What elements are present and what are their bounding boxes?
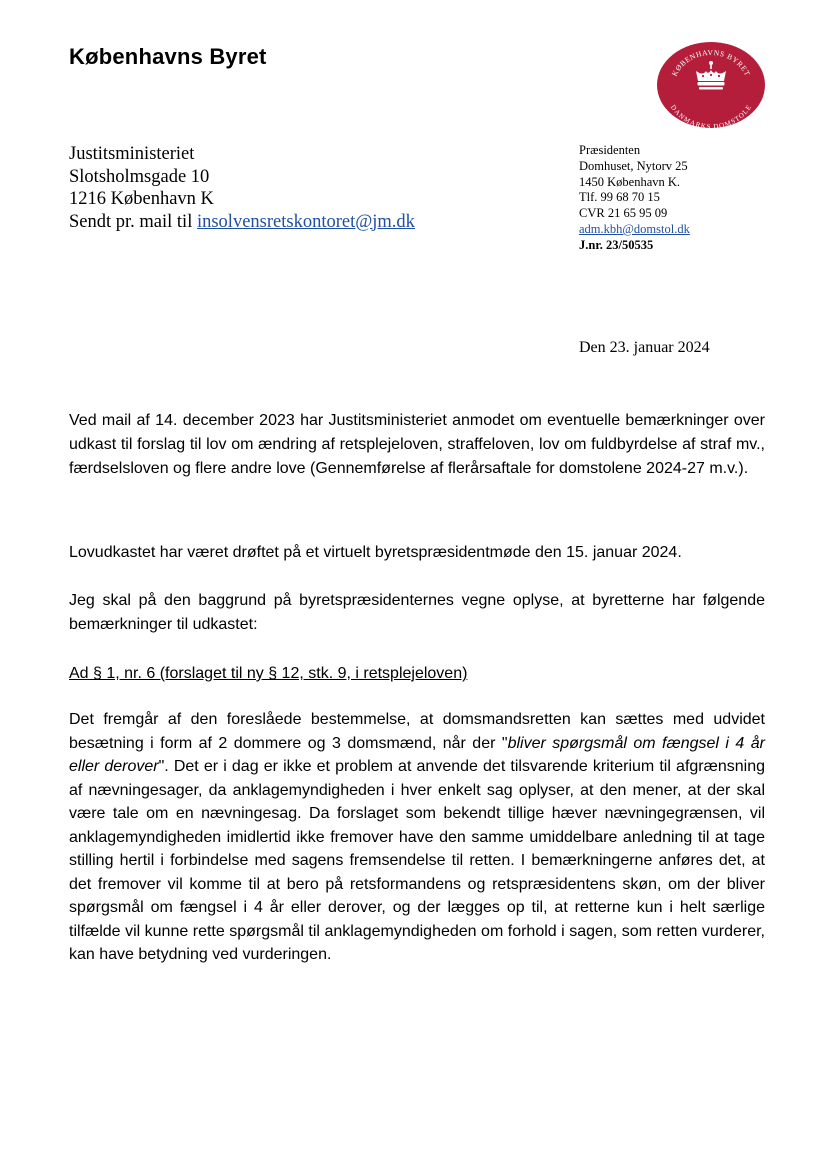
sender-address-line2: 1450 København K. [579,174,681,189]
sender-address-line1: Domhuset, Nytorv 25 [579,158,688,173]
section-heading: Ad § 1, nr. 6 (forslaget til ny § 12, stk. 9, i retsplejeloven) [69,665,468,682]
paragraph-4-start: Det fremgår af den foreslåede bestemmelse, at domsmandsretten kan sættes med udvidet besætning i form af 2 dommere og 3 domsmænd, når der " [69,711,765,752]
sender-email-link[interactable]: adm.kbh@domstol.dk [579,221,690,236]
recipient-street: Slotsholmsgade 10 [69,166,210,187]
paragraph-1: Ved mail af 14. december 2023 har Justitsministeriet anmodet om eventuelle bemærkninger over udkast til forslag til lov om ændring af retsplejeloven, straffeloven, lov om fuldbyrdelse af straf mv., færdselsloven og flere andre love (Gennemførelse af flerårsaftale for domstolene 2024-27 m.v.). [69,412,765,477]
sent-prefix: Sendt pr. mail til [69,211,197,232]
sender-phone: Tlf. 99 68 70 15 [579,190,660,205]
paragraph-4-end: ". Det er i dag er ikke et problem at anvende det tilsvarende kriterium til afgrænsning af nævningesager, da anklagemyndigheden i hver enkelt sag oplyser, at den mener, at der skal være tale om en nævningesag. Da forslaget som bekendt tillige hæver nævningegrænsen, vil anklagemyndigheden imidlertid ikke fremover have den samme umiddelbare anledning til at tage stilling hertil i forbindelse med sagens fremsendelse til retten. I bemærkningerne anføres det, at det fremover vil komme til at bero på retsformandens og retspræsidentens skøn, om der bliver spørgsmål om fængsel i 4 år eller derover, og der lægges op til, at retterne kun i helt særlige tilfælde vil kunne rette spørgsmål til anklagemyndigheden om forhold i sagen, som retten vurderer, kan have betydning ved vurderingen. [69,758,765,963]
recipient-city: 1216 København K [69,189,214,209]
paragraph-4-quote: bliver spørgsmål om fængsel i 4 år eller derover [69,734,765,775]
letter-date: Den 23. januar 2024 [579,339,710,356]
paragraph-2: Lovudkastet har været drøftet på et virtuelt byretspræsidentmøde den 15. januar 2024. [69,544,682,561]
sender-title: Præsidenten [579,143,641,157]
paragraph-4 [69,708,765,967]
sender-block [579,143,690,254]
court-name: Københavns Byret [69,44,267,69]
svg-text:DANMARKS DOMSTOLE: DANMARKS DOMSTOLE [668,103,754,129]
recipient-sent-line [69,211,415,234]
recipient-name: Justitsministeriet [69,144,195,164]
svg-text:KØBENHAVNS BYRET: KØBENHAVNS BYRET [669,47,753,78]
sender-cvr: CVR 21 65 95 09 [579,206,668,221]
journal-number: J.nr. 23/50535 [579,237,654,252]
recipient-address [69,143,415,233]
recipient-email-link[interactable]: insolvensretskontoret@jm.dk [196,211,415,232]
paragraph-3: Jeg skal på den baggrund på byretspræsidenternes vegne oplyse, at byretterne har følgende bemærkninger til udkastet: [69,592,765,633]
court-seal-logo [656,41,766,129]
